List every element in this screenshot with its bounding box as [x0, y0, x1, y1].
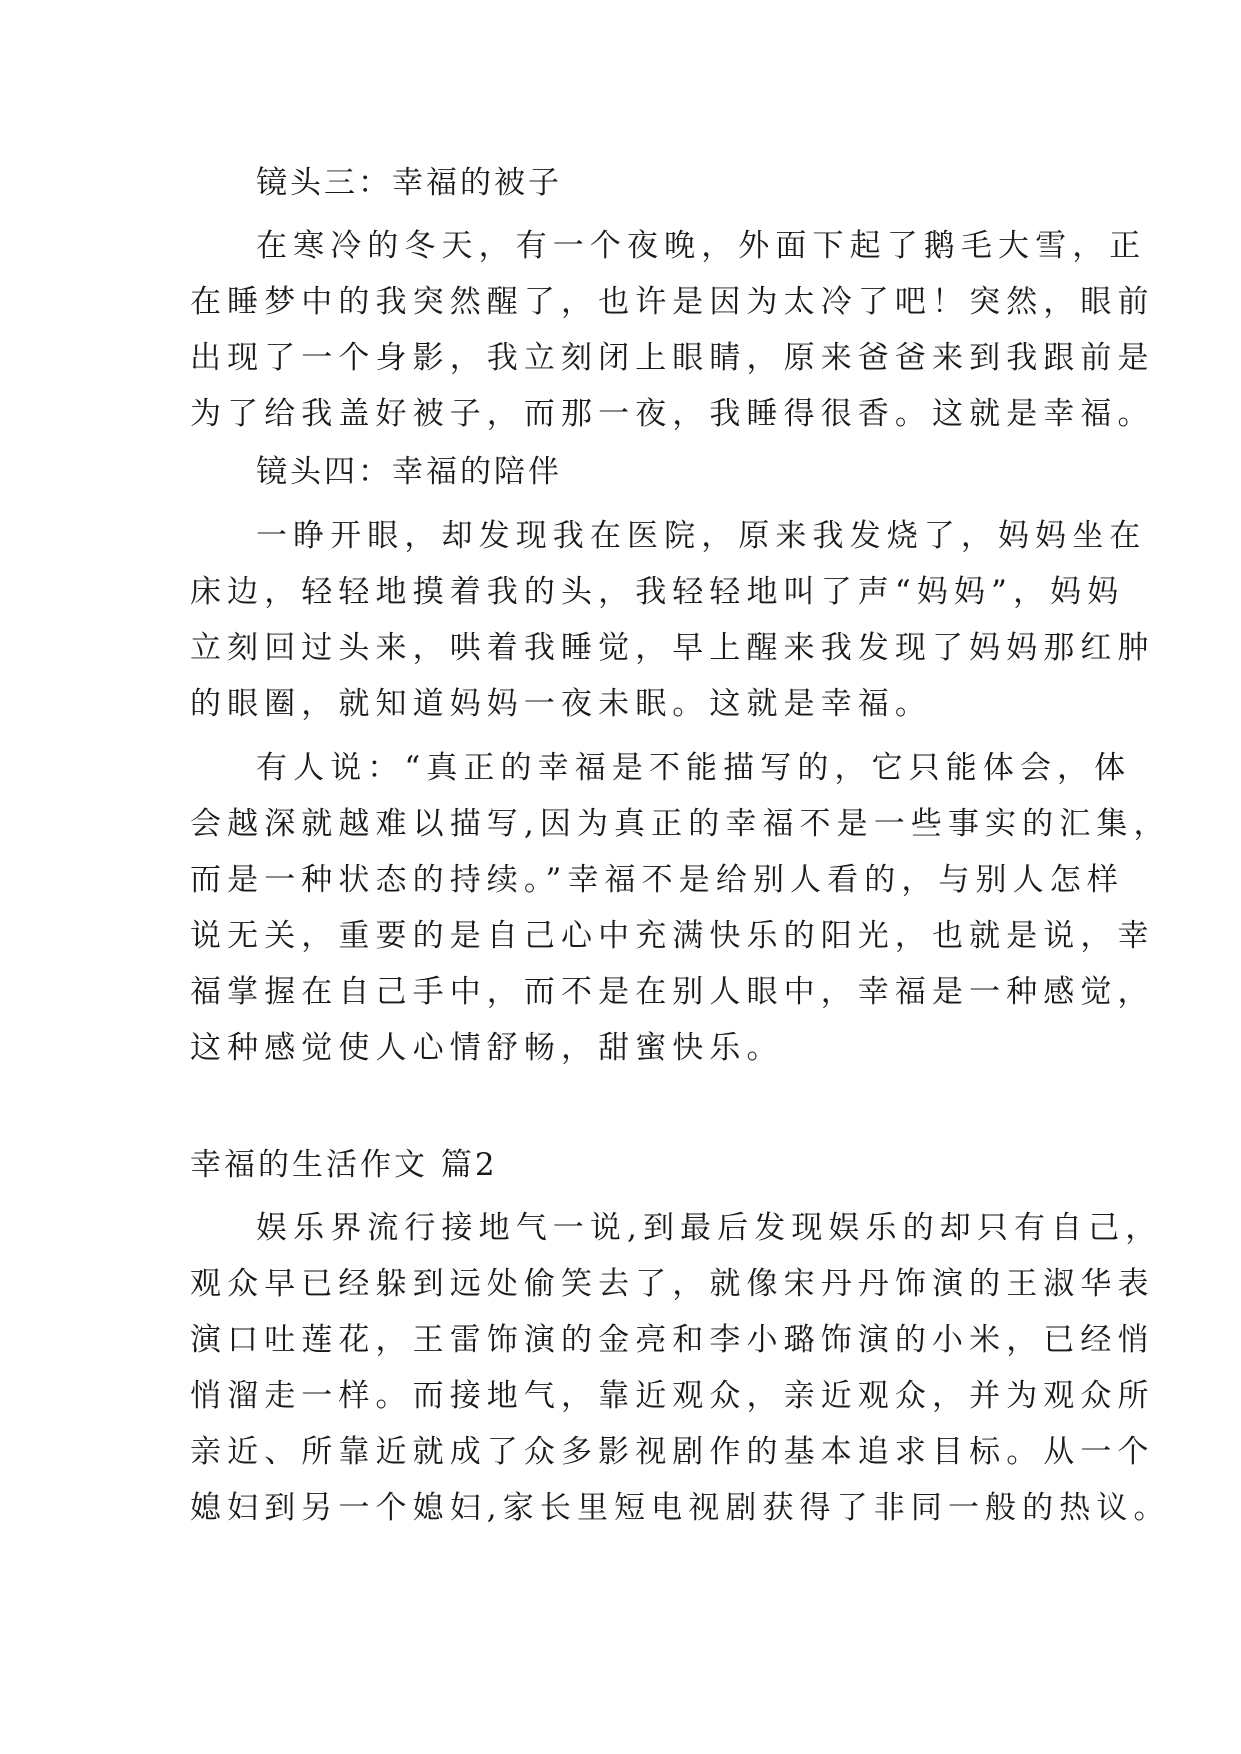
paragraph-line: 福掌握在自己手中，而不是在别人眼中，幸福是一种感觉， — [190, 974, 1155, 1010]
paragraph-line: 娱乐界流行接地气一说,到最后发现娱乐的却只有自己， — [256, 1210, 1163, 1246]
shot-three-title: 镜头三：幸福的被子 — [256, 165, 562, 201]
paragraph-line: 为了给我盖好被子，而那一夜，我睡得很香。这就是幸福。 — [190, 396, 1155, 432]
paragraph-line: 演口吐莲花，王雷饰演的金亮和李小璐饰演的小米，已经悄 — [190, 1322, 1155, 1358]
paragraph-line: 而是一种状态的持续。”幸福不是给别人看的，与别人怎样 — [190, 862, 1124, 898]
shot-four-title: 镜头四：幸福的陪伴 — [256, 454, 562, 490]
paragraph-line: 有人说：“真正的幸福是不能描写的，它只能体会，体 — [256, 750, 1132, 786]
paragraph-line: 出现了一个身影，我立刻闭上眼睛，原来爸爸来到我跟前是 — [190, 340, 1155, 376]
paragraph-line: 亲近、所靠近就成了众多影视剧作的基本追求目标。从一个 — [190, 1434, 1155, 1470]
paragraph-line: 媳妇到另一个媳妇,家长里短电视剧获得了非同一般的热议。 — [190, 1490, 1171, 1526]
paragraph-line: 床边，轻轻地摸着我的头，我轻轻地叫了声“妈妈”，妈妈 — [190, 574, 1125, 610]
paragraph-line: 这种感觉使人心情舒畅，甜蜜快乐。 — [190, 1030, 784, 1066]
paragraph-line: 的眼圈，就知道妈妈一夜未眠。这就是幸福。 — [190, 686, 932, 722]
paragraph-line: 在寒冷的冬天，有一个夜晚，外面下起了鹅毛大雪，正 — [256, 228, 1147, 264]
paragraph-line: 一睁开眼，却发现我在医院，原来我发烧了，妈妈坐在 — [256, 518, 1147, 554]
paragraph-line: 说无关，重要的是自己心中充满快乐的阳光，也就是说，幸 — [190, 918, 1155, 954]
section-heading: 幸福的生活作文 篇2 — [190, 1147, 498, 1183]
paragraph-line: 在睡梦中的我突然醒了，也许是因为太冷了吧！突然，眼前 — [190, 284, 1155, 320]
paragraph-line: 会越深就越难以描写,因为真正的幸福不是一些事实的汇集， — [190, 806, 1171, 842]
paragraph-line: 立刻回过头来，哄着我睡觉，早上醒来我发现了妈妈那红肿 — [190, 630, 1155, 666]
paragraph-line: 观众早已经躲到远处偷笑去了，就像宋丹丹饰演的王淑华表 — [190, 1266, 1155, 1302]
paragraph-line: 悄溜走一样。而接地气，靠近观众，亲近观众，并为观众所 — [190, 1378, 1155, 1414]
